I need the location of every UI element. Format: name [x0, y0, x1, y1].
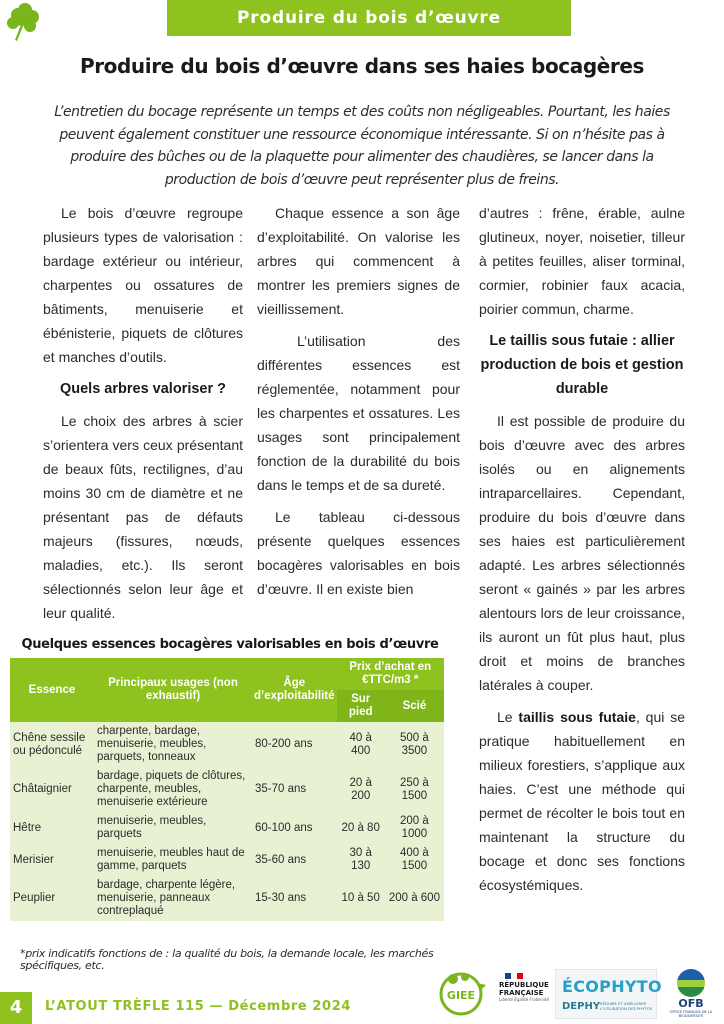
cell-usages: menuiserie, meubles haut de gamme, parquets — [94, 844, 252, 876]
page-number: 4 — [0, 992, 32, 1024]
ecophyto-text: ÉCOPHYTO — [562, 977, 662, 996]
cell-scie: 500 à 3500 — [385, 722, 444, 767]
rf-motto: Liberté Égalité Fraternité — [499, 997, 550, 1002]
cell-usages: menuiserie, meubles, parquets — [94, 812, 252, 844]
republique-francaise-logo — [499, 973, 555, 1017]
cell-sur-pied: 20 à 200 — [337, 767, 385, 812]
ofb-logo — [663, 969, 719, 1021]
header-scie: Scié — [385, 690, 444, 722]
paragraph: Le choix des arbres à scier s’orientera vers ceux présentant de beaux fûts, rectilignes, d’au moins 30 cm de diamètre et ne présentant pas de défauts majeurs (fissures, nœuds, maladies, etc.). Ils seront sélectionnés selon leur âge et leur qualité. — [43, 413, 243, 621]
column-3 — [479, 201, 685, 957]
cell-scie: 200 à 600 — [385, 876, 444, 921]
header-essence: Essence — [10, 658, 94, 722]
cell-age: 35-60 ans — [252, 844, 337, 876]
paragraph: Il est possible de produire du bois d’œuvre avec des arbres isolés ou en alignements intraparcellaires. Cependant, produire du bois d’œuvre dans ses haies est particulièrement adapté. Les arbres sélectionnés seront « gainés » par les arbres alentours lors de leur croissance, ils auront un fût plus haut, plus droit et moins de branches latérales à couper. — [479, 413, 685, 693]
cell-sur-pied: 40 à 400 — [337, 722, 385, 767]
paragraph: Le tableau ci-dessous présente quelques essences bocagères valorisables en bois d’œuvre. Il en existe bien — [257, 509, 460, 597]
page-title: Produire du bois d’œuvre dans ses haies bocagères — [79, 54, 645, 78]
intro-paragraph: L’entretien du bocage représente un temps et des coûts non négligeables. Pourtant, les haies peuvent également constituer une ressource économique intéressante. Si on n’hésite pas à produire des bûches ou de la plaquette pour alimenter des chaudières, se lancer dans la production de bois d’œuvre peut représenter plus de freins. — [54, 104, 670, 188]
cell-essence: Hêtre — [10, 812, 94, 844]
cell-scie: 400 à 1500 — [385, 844, 444, 876]
ofb-subtitle: OFFICE FRANÇAIS DE LA BIODIVERSITÉ — [669, 1010, 713, 1018]
header-prix: Prix d’achat en €TTC/m3 * — [337, 658, 444, 690]
dephy-subtitle: RÉDUIRE ET AMÉLIORER L’UTILISATION DES PHYTOS — [600, 1001, 653, 1011]
text-run: Le — [497, 709, 519, 725]
ofb-globe-icon — [677, 969, 705, 997]
ecophyto-dephy-logo — [555, 969, 662, 1019]
clover-logo-icon — [4, 2, 46, 44]
giee-text: GIEE — [446, 989, 476, 1002]
column-1 — [43, 201, 243, 629]
cell-age: 60-100 ans — [252, 812, 337, 844]
cell-age: 80-200 ans — [252, 722, 337, 767]
subheading-taillis: Le taillis sous futaie : allier production de bois et gestion durable — [480, 333, 684, 397]
cell-usages: bardage, piquets de clôtures, charpente, meubles, menuiserie extérieure — [94, 767, 252, 812]
cell-age: 35-70 ans — [252, 767, 337, 812]
table-footnote: *prix indicatifs fonctions de : la qualité du bois, la demande locale, les marchés spécifiques, etc. — [20, 947, 434, 972]
cell-scie: 200 à 1000 — [385, 812, 444, 844]
table-row — [10, 844, 444, 876]
text-run: , qui se pratique habituellement en milieux forestiers, s’applique aux haies. C’est une méthode qui permet de récolter le bois tout en maintenant la structure du bocage et donc ses fonctions écosystémiques. — [479, 709, 685, 893]
section-banner: Produire du bois d’œuvre — [167, 0, 571, 36]
rf-line2: FRANÇAISE — [499, 989, 544, 997]
cell-sur-pied: 10 à 50 — [337, 876, 385, 921]
cell-scie: 250 à 1500 — [385, 767, 444, 812]
issue-label: L’ATOUT TRÈFLE 115 — Décembre 2024 — [45, 999, 351, 1014]
table-title: Quelques essences bocagères valorisables en bois d’œuvre — [21, 637, 439, 652]
bold-term: taillis sous futaie — [518, 709, 636, 725]
cell-sur-pied: 30 à 130 — [337, 844, 385, 876]
paragraph — [479, 705, 685, 897]
partner-logos — [437, 965, 719, 1020]
cell-sur-pied: 20 à 80 — [337, 812, 385, 844]
cell-age: 15-30 ans — [252, 876, 337, 921]
cell-essence: Chêne sessile ou pédonculé — [10, 722, 94, 767]
cell-usages: bardage, charpente légère, menuiserie, panneaux contreplaqué — [94, 876, 252, 921]
header-usages: Principaux usages (non exhaustif) — [94, 658, 252, 722]
cell-essence: Peuplier — [10, 876, 94, 921]
header-age: Âge d’exploitabilité — [252, 658, 337, 722]
ofb-text: OFB — [678, 997, 704, 1010]
rf-line1: RÉPUBLIQUE — [499, 981, 549, 989]
flag-icon — [505, 973, 523, 979]
cell-essence: Châtaignier — [10, 767, 94, 812]
table-row — [10, 767, 444, 812]
cell-essence: Merisier — [10, 844, 94, 876]
paragraph: L’utilisation des différentes essences est réglementée, notamment pour les charpentes et ossatures. Les usages sont principalement fonction de la durabilité du bois dans le temps et de sa dureté. — [257, 333, 460, 493]
table-row — [10, 812, 444, 844]
header-sur-pied: Sur pied — [337, 690, 385, 722]
subheading-quels-arbres: Quels arbres valoriser ? — [59, 381, 227, 397]
cell-usages: charpente, bardage, menuiserie, meubles, parquets, tonneaux — [94, 722, 252, 767]
column-2 — [257, 201, 460, 629]
dephy-text: DEPHY — [562, 1001, 601, 1012]
essences-table — [10, 658, 444, 921]
paragraph: Le bois d’œuvre regroupe plusieurs types de valorisation : bardage extérieur ou intérieur, charpentes ou ossatures de bâtiments, menuiserie et ébénisterie, piquets de clôtures et manches d’outils. — [43, 205, 243, 365]
paragraph: Chaque essence a son âge d’exploitabilité. On valorise les arbres qui commencent à montrer les premiers signes de vieillissement. — [257, 205, 460, 317]
paragraph: d’autres : frêne, érable, aulne glutineux, noyer, noisetier, tilleur à petites feuilles, aliser torminal, cormier, robinier faux acacia, poirier commun, charme. — [479, 205, 685, 317]
table-row — [10, 876, 444, 921]
giee-logo-icon — [437, 967, 487, 1017]
table-row — [10, 722, 444, 767]
